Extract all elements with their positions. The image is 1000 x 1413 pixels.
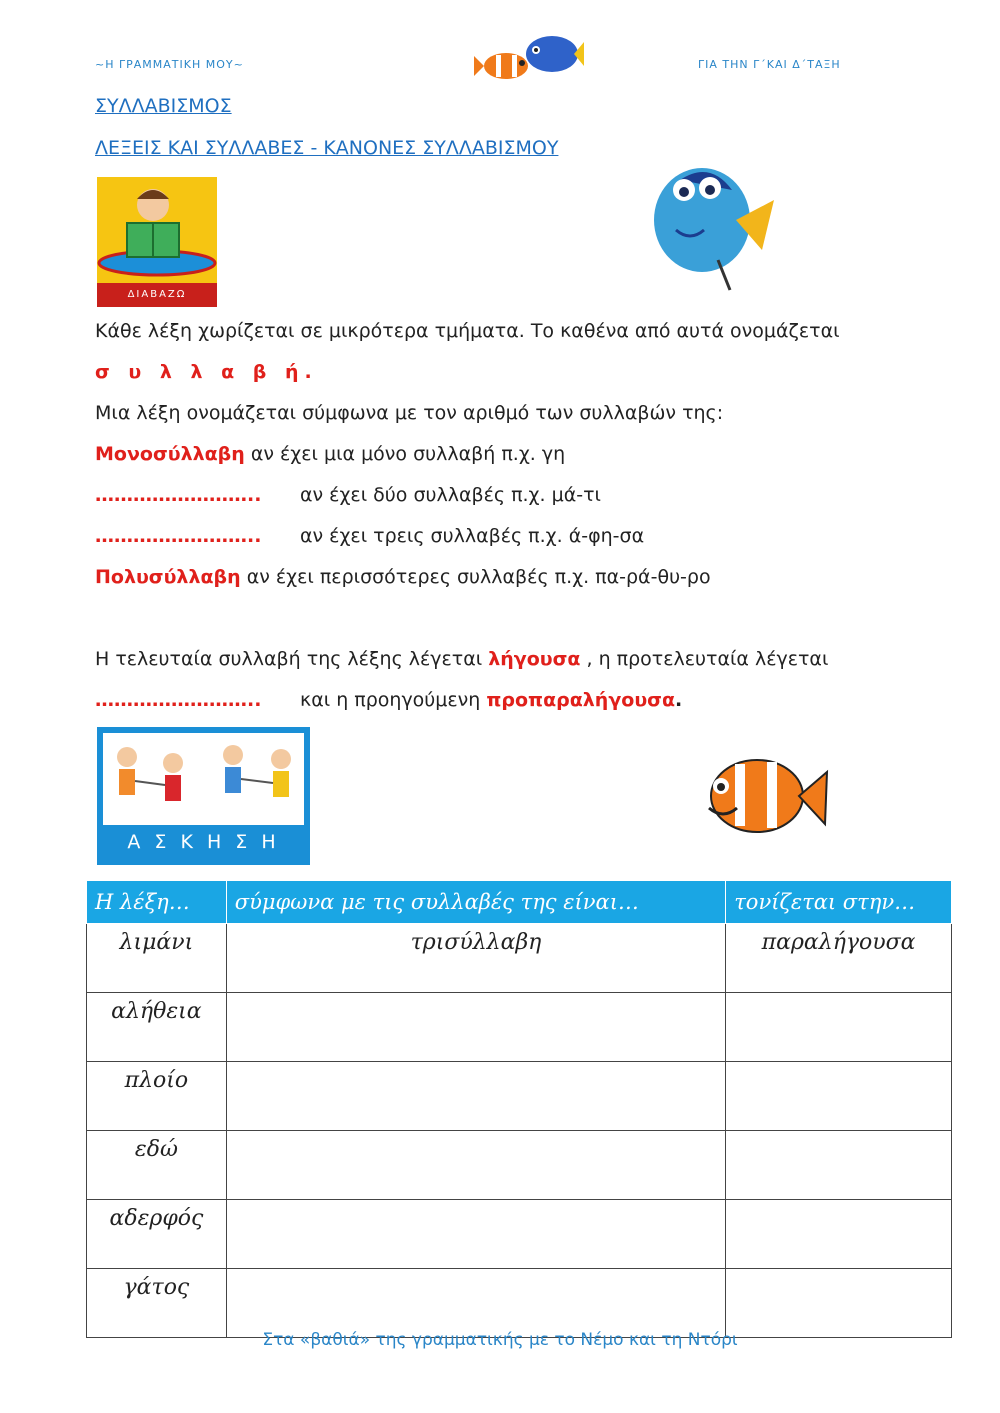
ligousa-term: λήγουσα (488, 648, 581, 670)
header-right-text: ΓΙΑ ΤΗΝ Γ΄ΚΑΙ Δ΄ΤΑΞΗ (698, 58, 841, 71)
stress-input[interactable] (726, 1269, 952, 1338)
syllable-type-input[interactable] (226, 1269, 725, 1338)
poly-term: Πολυσύλλαβη (95, 566, 241, 588)
word-cell: πλοίο (87, 1062, 227, 1131)
table-row (87, 924, 952, 993)
blank-paraligousa: …………………….. (95, 689, 262, 711)
mono-line (95, 443, 565, 465)
tri-line (95, 525, 644, 547)
children-icon (103, 733, 304, 825)
last-syllable-text-a: Η τελευταία συλλαβή της λέξης λέγεται (95, 648, 489, 670)
dory-fish-icon (640, 150, 780, 300)
di-line (95, 484, 601, 506)
header-stress: τονίζεται στην… (726, 881, 952, 924)
di-description: αν έχει δύο συλλαβές π.χ. μά-τι (300, 484, 601, 506)
word-cell: αδερφός (87, 1200, 227, 1269)
table-row (87, 993, 952, 1062)
intro-paragraph: Κάθε λέξη χωρίζεται σε μικρότερα τμήματα. Το καθένα από αυτά ονομάζεται (95, 320, 840, 342)
last-syllable-text-b: , η προτελευταία λέγεται (580, 648, 829, 670)
syllable-type-input[interactable] (226, 993, 725, 1062)
page-title: ΣΥΛΛΑΒΙΣΜΟΣ (95, 95, 232, 117)
mono-term: Μονοσύλλαβη (95, 443, 245, 465)
stress-cell: παραλήγουσα (726, 924, 952, 993)
exercise-table (86, 880, 952, 1338)
word-cell: λιμάνι (87, 924, 227, 993)
naming-paragraph: Μια λέξη ονομάζεται σύμφωνα με τον αριθμό των συλλαβών της: (95, 402, 724, 424)
mono-description: αν έχει μια μόνο συλλαβή π.χ. γη (244, 443, 566, 465)
reading-badge (97, 177, 217, 303)
prev-syllable-text: και η προηγούμενη (300, 689, 487, 711)
poly-line (95, 566, 711, 588)
word-cell: αλήθεια (87, 993, 227, 1062)
table-row (87, 1269, 952, 1338)
syllable-term: σ υ λ λ α β ή. (95, 361, 318, 383)
table-row (87, 1131, 952, 1200)
table-row (87, 1062, 952, 1131)
syllable-type-cell: τρισύλλαβη (226, 924, 725, 993)
table-header-row (87, 881, 952, 924)
page-subtitle: ΛΕΞΕΙΣ ΚΑΙ ΣΥΛΛΑΒΕΣ - ΚΑΝΟΝΕΣ ΣΥΛΛΑΒΙΣΜΟΥ (95, 137, 559, 159)
blank-tri: …………………….. (95, 525, 262, 547)
blank-di: …………………….. (95, 484, 262, 506)
reading-badge-label: ΔΙΑΒΑΖΩ (97, 283, 217, 307)
word-cell: γάτος (87, 1269, 227, 1338)
word-cell: εδώ (87, 1131, 227, 1200)
nemo-fish-icon (695, 738, 830, 848)
tri-description: αν έχει τρεις συλλαβές π.χ. ά-φη-σα (300, 525, 645, 547)
stress-input[interactable] (726, 1062, 952, 1131)
table-row (87, 1200, 952, 1269)
fish-logo-icon (474, 28, 586, 86)
page-footer: Στα «βαθιά» της γραμματικής με το Νέμο και τη Ντόρι (262, 1330, 738, 1350)
syllable-type-input[interactable] (226, 1062, 725, 1131)
exercise-badge (97, 727, 310, 865)
proparaligousa-term: προπαραλήγουσα (486, 689, 676, 711)
stress-input[interactable] (726, 1131, 952, 1200)
exercise-badge-label: Α Σ Κ Η Σ Η (127, 831, 280, 853)
syllable-type-input[interactable] (226, 1131, 725, 1200)
stress-input[interactable] (726, 993, 952, 1062)
reading-child-icon (97, 177, 217, 279)
header-left-text: ~Η ΓΡΑΜΜΑΤΙΚΗ ΜΟΥ~ (95, 58, 244, 71)
syllable-type-input[interactable] (226, 1200, 725, 1269)
prev-syllable-line (95, 689, 682, 711)
last-syllable-line (95, 648, 828, 670)
header-syllables: σύμφωνα με τις συλλαβές της είναι… (226, 881, 725, 924)
poly-description: αν έχει περισσότερες συλλαβές π.χ. πα-ρά-θυ-ρο (240, 566, 711, 588)
stress-input[interactable] (726, 1200, 952, 1269)
header-word: Η λέξη… (87, 881, 227, 924)
prev-syllable-end: . (675, 689, 683, 711)
